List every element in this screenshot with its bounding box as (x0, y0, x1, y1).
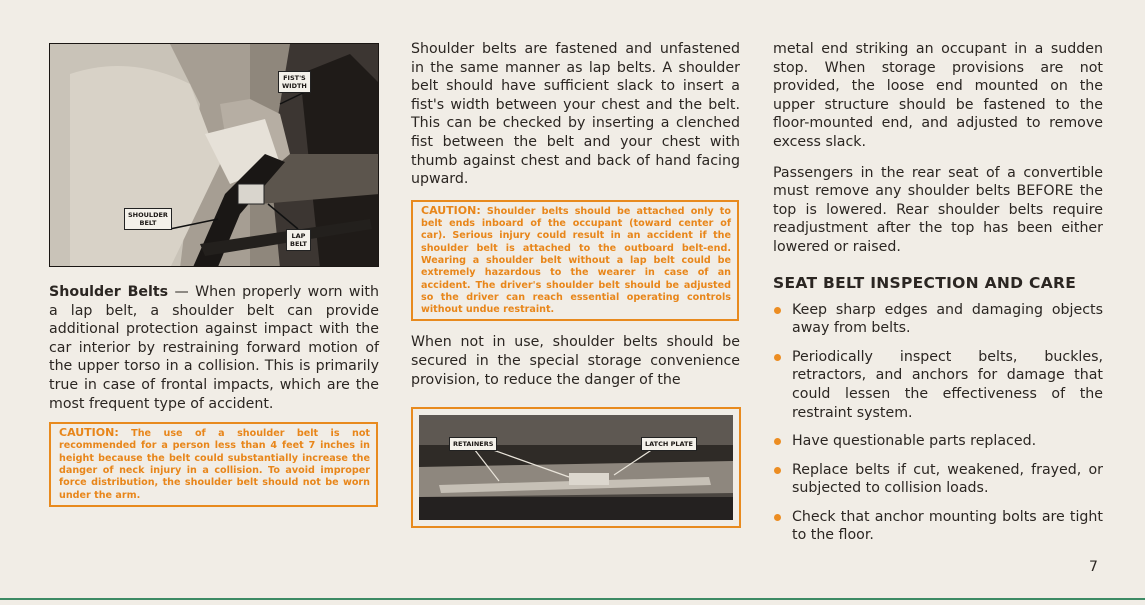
retainer-photo (411, 407, 741, 528)
column-2 (411, 40, 740, 528)
bullet-dot (774, 467, 781, 474)
shoulder-belt-photo (49, 43, 379, 267)
bullet-dot (774, 438, 781, 445)
latch-plate-label: LATCH PLATE (641, 437, 697, 451)
caution-box-attachment: CAUTION: Shoulder belts should be attached only to belt ends inboard of the occupant (toward center of car). Serious injury could result in an accident if the shoulder belt is attached to the outboard belt-end. Wearing a shoulder belt without a lap belt could be extremely hazardous to the wearer in case of an accident. The driver's shoulder belt should be adjusted so the driver can reach essential operating controls without undue restraint. (411, 200, 739, 322)
bullet-dot (774, 307, 781, 314)
list-item: Keep sharp edges and damaging objects away from belts. (773, 301, 1103, 338)
list-item: Have questionable parts replaced. (773, 432, 1103, 451)
retainers-label: RETAINERS (449, 437, 497, 451)
column-3 (773, 40, 1103, 545)
column-1 (49, 43, 379, 507)
fists-width-label: FIST'S WIDTH (278, 71, 311, 93)
storage-paragraph: When not in use, shoulder belts should be secured in the special storage convenience provision, to reduce the danger of the (411, 334, 740, 388)
bullet-dot (774, 514, 781, 521)
caution-box-height: CAUTION: The use of a shoulder belt is not recommended for a person less than 4 feet 7 inches in height because the belt could substantially increase the danger of neck injury in a collision. To avoid improper force distribution, the shoulder belt should not be worn under the arm. (49, 422, 378, 507)
list-item: Periodically inspect belts, buckles, retractors, and anchors for damage that could lessen the effectiveness of the restraint system. (773, 348, 1103, 422)
inspection-list (773, 301, 1103, 546)
shoulder-belts-paragraph: Shoulder Belts — When properly worn with a lap belt, a shoulder belt can provide additional protection against impact with the car interior by restraining forward motion of the upper torso in a collision. This is primarily true in case of frontal impacts, which are the most frequent type of accident. (49, 284, 379, 412)
lap-belt-label: LAP BELT (286, 229, 311, 251)
metal-end-paragraph: metal end striking an occupant in a sudden stop. When storage provisions are not provided, the loose end mounted on the upper structure should be fastened to the floor-mounted end, and adjusted to remove excess slack. (773, 41, 1103, 150)
belt-illustration (50, 44, 379, 267)
list-item: Replace belts if cut, weakened, frayed, or subjected to collision loads. (773, 461, 1103, 498)
inspection-heading: SEAT BELT INSPECTION AND CARE (773, 273, 1077, 292)
retainer-photo-image (419, 415, 733, 520)
shoulder-belt-label: SHOULDER BELT (124, 208, 172, 230)
fastening-paragraph: Shoulder belts are fastened and unfastened in the same manner as lap belts. A shoulder belt should have sufficient slack to insert a fist's width between your chest and the belt. This can be checked by inserting a clenched fist between the belt and your chest with thumb against chest and back of hand facing upward. (411, 41, 740, 188)
bottom-edge (0, 598, 1145, 600)
bullet-dot (774, 354, 781, 361)
list-item: Check that anchor mounting bolts are tight to the floor. (773, 508, 1103, 545)
convertible-paragraph: Passengers in the rear seat of a convertible must remove any shoulder belts BEFORE the top is lowered. Rear shoulder belts require readjustment after the top has been either lowered or raised. (773, 164, 1103, 255)
page-number: 7 (1089, 559, 1098, 575)
shoulder-belts-heading: Shoulder Belts (49, 284, 169, 300)
retainer-illustration (419, 415, 733, 520)
